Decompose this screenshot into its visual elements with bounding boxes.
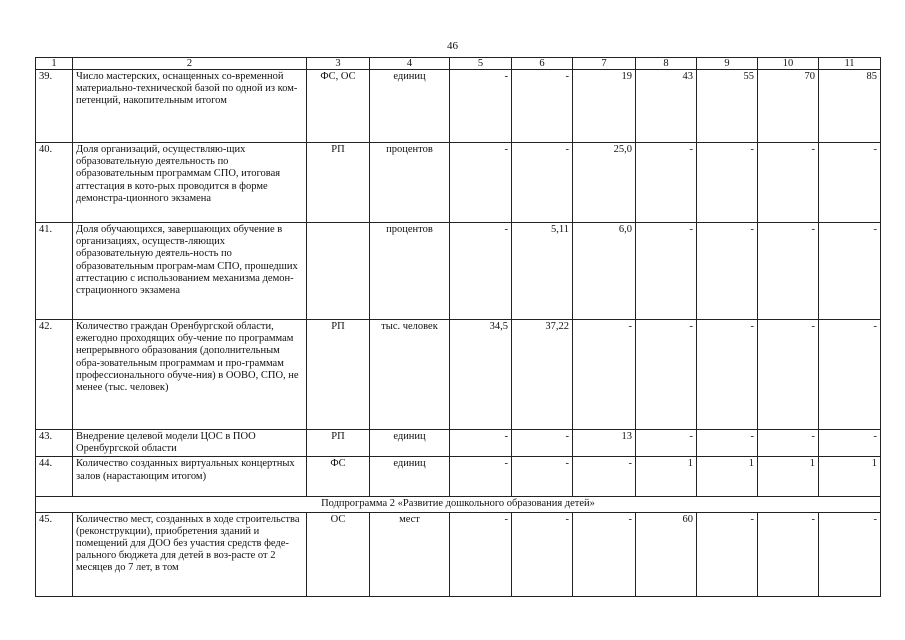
table-row: [36, 457, 881, 497]
row-number: 43.: [36, 430, 73, 457]
table-row: [36, 430, 881, 457]
header-cell: 4: [370, 58, 450, 70]
row-number: 45.: [36, 512, 73, 596]
value-cell: -: [573, 457, 636, 497]
indicator-name: Доля организаций, осуществляю-щих образовательную деятельность по образовательным программам СПО, итоговая аттестация в кото-рых проводится в форме демонстра-ционного экзамена: [73, 143, 307, 223]
value-cell: 60: [636, 512, 697, 596]
header-row: [36, 58, 881, 70]
value-cell: 43: [636, 70, 697, 143]
unit-cell: тыс. человек: [370, 320, 450, 430]
value-cell: -: [697, 320, 758, 430]
header-cell: 9: [697, 58, 758, 70]
unit-cell: единиц: [370, 457, 450, 497]
header-cell: 10: [758, 58, 819, 70]
value-cell: -: [512, 457, 573, 497]
header-cell: 2: [73, 58, 307, 70]
source-cell: [307, 223, 370, 320]
header-cell: 5: [450, 58, 512, 70]
row-number: 42.: [36, 320, 73, 430]
value-cell: -: [758, 223, 819, 320]
value-cell: -: [512, 430, 573, 457]
value-cell: 1: [636, 457, 697, 497]
unit-cell: единиц: [370, 430, 450, 457]
table-row: [36, 512, 881, 596]
table-row: [36, 320, 881, 430]
unit-cell: единиц: [370, 70, 450, 143]
value-cell: -: [512, 143, 573, 223]
indicator-name: Число мастерских, оснащенных со-временной материально-технической базой по одной из ком-петенций, накопительным итогом: [73, 70, 307, 143]
table-row: [36, 70, 881, 143]
value-cell: -: [450, 223, 512, 320]
value-cell: -: [819, 320, 881, 430]
header-cell: 11: [819, 58, 881, 70]
value-cell: -: [758, 512, 819, 596]
table-row: [36, 143, 881, 223]
unit-cell: процентов: [370, 143, 450, 223]
value-cell: -: [512, 70, 573, 143]
source-cell: ФС, ОС: [307, 70, 370, 143]
row-number: 44.: [36, 457, 73, 497]
row-number: 41.: [36, 223, 73, 320]
value-cell: -: [636, 143, 697, 223]
header-cell: 6: [512, 58, 573, 70]
source-cell: ФС: [307, 457, 370, 497]
value-cell: 85: [819, 70, 881, 143]
value-cell: -: [697, 512, 758, 596]
value-cell: -: [450, 143, 512, 223]
value-cell: -: [450, 430, 512, 457]
value-cell: 1: [758, 457, 819, 497]
header-cell: 8: [636, 58, 697, 70]
section-row: [36, 497, 881, 512]
header-cell: 7: [573, 58, 636, 70]
value-cell: -: [512, 512, 573, 596]
header-cell: 3: [307, 58, 370, 70]
value-cell: -: [819, 143, 881, 223]
value-cell: -: [450, 70, 512, 143]
value-cell: -: [758, 143, 819, 223]
row-number: 39.: [36, 70, 73, 143]
row-number: 40.: [36, 143, 73, 223]
value-cell: -: [697, 430, 758, 457]
indicator-name: Внедрение целевой модели ЦОС в ПОО Оренбургской области: [73, 430, 307, 457]
value-cell: -: [636, 223, 697, 320]
value-cell: -: [819, 430, 881, 457]
indicator-name: Количество граждан Оренбургской области, ежегодно проходящих обу-чение по программам непрерывного образования (дополнительным обра-зовательным программам и про-граммам профессионального обуче-ния) в ООВО, СПО, не менее (тыс. человек): [73, 320, 307, 430]
value-cell: 34,5: [450, 320, 512, 430]
indicators-table: [35, 57, 881, 597]
page-number: 46: [447, 40, 458, 52]
source-cell: РП: [307, 320, 370, 430]
value-cell: 37,22: [512, 320, 573, 430]
value-cell: 70: [758, 70, 819, 143]
value-cell: 13: [573, 430, 636, 457]
value-cell: -: [450, 457, 512, 497]
unit-cell: процентов: [370, 223, 450, 320]
value-cell: -: [819, 512, 881, 596]
value-cell: -: [819, 223, 881, 320]
value-cell: -: [450, 512, 512, 596]
source-cell: ОС: [307, 512, 370, 596]
value-cell: 6,0: [573, 223, 636, 320]
value-cell: 55: [697, 70, 758, 143]
source-cell: РП: [307, 143, 370, 223]
table-row: [36, 223, 881, 320]
value-cell: 25,0: [573, 143, 636, 223]
value-cell: 1: [697, 457, 758, 497]
section-title: Подпрограмма 2 «Развитие дошкольного образования детей»: [36, 497, 881, 512]
unit-cell: мест: [370, 512, 450, 596]
header-cell: 1: [36, 58, 73, 70]
value-cell: -: [636, 320, 697, 430]
value-cell: -: [758, 320, 819, 430]
value-cell: 19: [573, 70, 636, 143]
indicator-name: Количество мест, созданных в ходе строительства (реконструкции), приобретения зданий и помещений для ДОО без участия средств феде-рального бюджета для детей в воз-расте от 2 месяцев до 7 лет, в том: [73, 512, 307, 596]
value-cell: -: [573, 320, 636, 430]
value-cell: -: [697, 223, 758, 320]
value-cell: -: [636, 430, 697, 457]
indicator-name: Доля обучающихся, завершающих обучение в организациях, осуществ-ляющих образовательную деятель-ность по образовательным програм-мам СПО, прошедших аттестацию с использованием механизма демон-страционного экзамена: [73, 223, 307, 320]
indicator-name: Количество созданных виртуальных концертных залов (нарастающим итогом): [73, 457, 307, 497]
value-cell: -: [697, 143, 758, 223]
value-cell: 5,11: [512, 223, 573, 320]
value-cell: -: [573, 512, 636, 596]
value-cell: -: [758, 430, 819, 457]
source-cell: РП: [307, 430, 370, 457]
value-cell: 1: [819, 457, 881, 497]
